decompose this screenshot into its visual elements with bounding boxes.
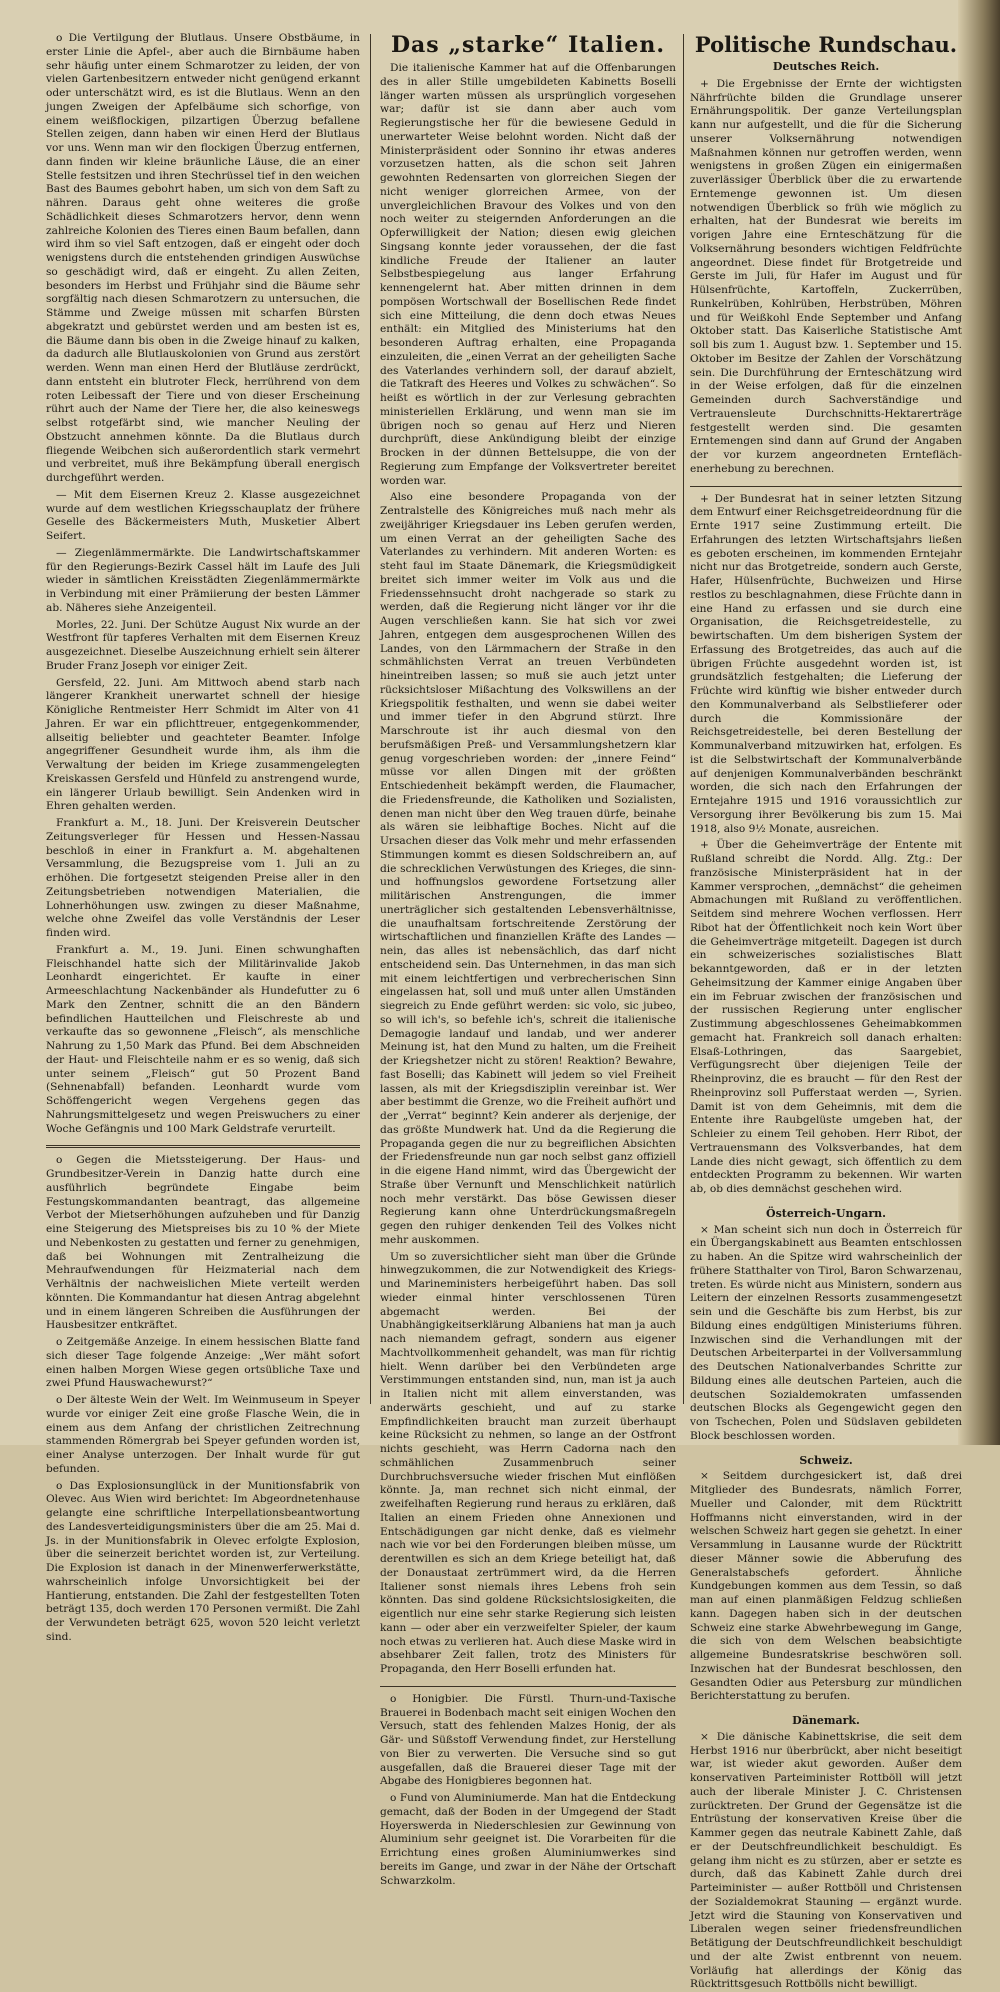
article-eisernes-kreuz: — Mit dem Eisernen Kreuz 2. Klasse ausgezeichnet wurde auf dem westlichen Kriegsschauplatz der frühere Geselle des Bäckermeisters Muth, Musketier Albert Seifert.: [46, 488, 360, 542]
column-divider: [370, 34, 371, 1404]
italien-paragraph-1: Die italienische Kammer hat auf die Offenbarungen des in aller Stille umgebildeten Kabinetts Boselli länger warten müssen als ursprünglich vorgesehen war; dafür ist sie dann aber auch vom Regierungstische her für die bewiesene Geduld in unerwarteter Weise belohnt worden. Nicht daß der Ministerpräsident oder Sonnino ihr etwas anderes vorzusetzen hatten, als die schon seit Jahren gewohnten Redensarten von glorreichen Siegen der nicht weniger glorreichen Armee, von der unvergleichlichen Bravour des Volkes und von den noch weiter zu steigernden Anforderungen an die Opferwilligkeit der Nation; diesen ewig gleichen Singsang konnte jeder voraussehen, der die fast kindliche Freude der Italiener an lauter Selbstbespiegelung aus langer Erfahrung kennengelernt hat. Aber mitten drinnen in dem pompösen Wortschwall der Bosellischen Rede findet sich eine Mitteilung, die denn doch etwas Neues enthält: ein Mitglied des Ministeriums hat den besonderen Auftrag erhalten, eine Propaganda einzuleiten, die „einen Verrat an der geheiligten Sache des Vaterlandes verhindern soll, der darauf abzielt, die Tatkraft des Heeres und Volkes zu schwächen“. So heißt es wörtlich in der zur Verlesung gebrachten ministeriellen Erklärung, und wenn man sie im übrigen noch so genau auf Herz und Nieren durchprüft, diese Ankündigung bleibt der einzige Brocken in der dünnen Bettelsuppe, die von der Regierung zum Empfange der Volksvertreter bereitet worden war.: [380, 62, 676, 487]
section-oesterreich-ungarn: Österreich-Ungarn.: [766, 1206, 886, 1220]
headline-politische-rundschau: Politische Rundschau.: [694, 32, 958, 57]
article-morles: Morles, 22. Juni. Der Schütze August Nix wurde an der Westfront für tapferes Verhalten mit dem Eisernen Kreuz ausgezeichnet. Dieselbe Auszeichnung erhielt sein älterer Bruder Franz Joseph vor einiger Zeit.: [46, 618, 360, 672]
article-explosionsunglueck: o Das Explosionsunglück in der Munitionsfabrik von Olevec. Aus Wien wird berichtet: Im Abgeordnetenhause gelangte eine schriftliche Interpellationsbeantwortung des Landesverteidigungsministers über die am 25. Mai d. Js. in der Munitionsfabrik in Olevec erfolgte Explosion, über die seinerzeit berichtet worden ist, zur Verteilung. Die Explosion ist danach in der Minenwerferwerkstätte, wahrscheinlich infolge Unvorsichtigkeit bei der Hantierung, entstanden. Die Zahl der festgestellten Toten beträgt 135, doch werden 170 Personen vermißt. Die Zahl der Verwundeten beträgt 625, wovon 520 leicht verletzt sind.: [46, 1479, 360, 1643]
section-divider: [690, 486, 962, 487]
article-aluminiumerde: o Fund von Aluminiumerde. Man hat die Entdeckung gemacht, daß der Boden in der Umgegend der Stadt Hoyerswerda in Niederschlesien zur Gewinnung von Aluminium sehr geeignet ist. Die Vorarbeiten für die Errichtung eines großen Aluminiumwerkes sind bereits im Gange, und zwar in der Nähe der Ortschaft Schwarzkolm.: [380, 1792, 676, 1887]
article-mietssteigerung: o Gegen die Mietssteigerung. Der Haus- und Grundbesitzer-Verein in Danzig hatte durch eine ausführlich begründete Eingabe beim Festungskommandanten beantragt, das allgemeine Verbot der Mietserhöhungen aufzuheben und für Danzig eine Steigerung des Mietspreises bis zu 10 % der Miete und Nebenkosten zu gestatten und ferner zu genehmigen, daß bei Wohnungen mit Zentralheizung die Mehraufwendungen für Heizmaterial nach dem Verhältnis der nachweislichen Miete verteilt werden könnten. Die Kommandantur hat diesen Antrag abgelehnt und in einem längeren Schreiben die Ausführungen der Hausbesitzer entkräftet.: [46, 1154, 360, 1332]
article-bundesrat-schweiz: × Seitdem durchgesickert ist, daß drei Mitglieder des Bundesrats, nämlich Forrer, Mueller und Calonder, mit dem Rücktritt Hoffmanns nicht einverstanden, wird in der welschen Schweiz hart gegen sie gehetzt. In einer Versammlung in Lausanne wurde der Rücktritt dieser Männer sowie die Abberufung des Generalstabschefs gefordert. Ähnliche Kundgebungen kommen aus dem Tessin, so daß man auf einen planmäßigen Feldzug schließen kann. Dagegen haben sich in der deutschen Schweiz eine starke Abwehrbewegung im Gange, die sich von dem Welschen beabsichtigte allgemeine Bundesratskrise beschwören soll. Inzwischen hat der Bundesrat beschlossen, den Gesandten Odier aus Petersburg zur mündlichen Berichterstattung zu berufen.: [690, 1470, 962, 1703]
article-zeitgemaesse-anzeige: o Zeitgemäße Anzeige. In einem hessischen Blatte fand sich dieser Tage folgende Anzeige: „Wer mäht sofort einen halben Morgen Wiese gegen ortsübliche Taxe und zwei Pfund Hauswachewurst?“: [46, 1336, 360, 1390]
article-kabinettskrise: × Die dänische Kabinettskrise, die seit dem Herbst 1916 nur überbrückt, aber nicht beseitigt war, ist wieder akut geworden. Außer dem konservativen Parteiminister Rottböll will jetzt auch der liberale Minister J. C. Christensen zurücktreten. Der Grund der Gegensätze ist die Entrüstung der konservativen Kreise über die Kammer gegen das neutrale Kabinett Zahle, daß er der Deutschfreundlichkeit beschuldigt. Es gelang ihm nicht es zu stürzen, aber er setzte es durch, daß das Kabinett Zahle durch drei Parteiminister — außer Rottböll und Christensen der Sozialdemokrat Stauning — ergänzt wurde. Jetzt wird die Stauning von Konservativen und Liberalen wegen seiner friedensfreundlichen Betätigung der Deutschfreundlichkeit beschuldigt und der alte Zwist entbrennt von neuem. Vorläufig hat allerdings der König das Rücktrittsgesuch Rottbölls nicht bewilligt.: [690, 1730, 962, 1991]
italien-paragraph-2: Also eine besondere Propaganda von der Zentralstelle des Königreiches muß nach mehr als zweijähriger Kriegsdauer ins Leben gerufen werden, um einen Verrat an der geheiligten Sache des Vaterlandes zu verhindern. Mit anderen Worten: es steht faul im Staate Dänemark, die Kriegsmüdigkeit breitet sich immer weiter im Volk aus und die Friedenssehnsucht droht nachgerade so stark zu werden, daß die Regierung nicht länger vor ihr die Augen verschließen kann. Sie hat sich vor zwei Jahren, entgegen dem ausgesprochenen Willen des Landes, von den Lärmmachern der Straße in den schmählichsten Verrat an treuen Verbündeten hineintreiben lassen; so muß sie auch jetzt unter rücksichtsloser Mißachtung des Volkswillens an der Kriegspolitik festhalten, und wenn sie dabei weiter und immer tiefer in den Abgrund stürzt. Ihre Marschroute ist ihr auch diesmal von den berufsmäßigen Preß- und Versammlungshetzern klar genug vorgeschrieben worden: der „innere Feind“ müsse vor allen Dingen mit der größten Entschiedenheit bekämpft werden, die Flaumacher, die Friedensfreunde, die Katholiken und Sozialisten, denen man nicht über den Weg trauen dürfe, beinahe als wären sie leibhaftige Boches. Nicht auf die Ursachen dieser das Volk mehr und mehr erfassenden Stimmungen kommt es diesen Soldschreibern an, auf die schrecklichen Verwüstungen des Krieges, die sinn- und hoffnungslos gewordene Fortsetzung aller militärischen Anstrengungen, die immer unerträglicher sich gestaltenden Lebensverhältnisse, die unaufhaltsam fortschreitende Zerstörung der wirtschaftlichen und finanziellen Kräfte des Landes — nein, das alles ist nebensächlich, das darf nicht entscheidend sein. Das Unternehmen, in das man sich mit einem leichtfertigen und verbrecherischen Sinn eingelassen hat, soll und muß unter allen Umständen siegreich zu Ende geführt werden: sic volo, sic jubeo, so will ich's, so befehle ich's, schreit die italienische Demagogie landauf und landab, und wer anderer Meinung ist, hat den Mund zu halten, um die Freiheit der Kriegshetzer nicht zu stören! Reaktion? Bewahre, fast Boselli; das Kabinett will jedem so viel Freiheit lassen, als mit der Kriegsdisziplin vereinbar ist. Wer aber bestimmt die Grenze, wo die Freiheit aufhört und der „Verrat“ beginnt? Kein anderer als derjenige, der das größte Mundwerk hat. Und da die Regierung die Propaganda gegen die nur zu begreiflichen Absichten der Friedensfreunde nun gar noch selbst ganz offiziell in die eigene Hand nimmt, wird das Übergewicht der Straße über Vernunft und Menschlichkeit natürlich noch mehr verstärkt. Das böse Gewissen dieser Regierung kann ohne Unterdrückungsmaßregeln gegen den ruhiger denkenden Teil des Volkes nicht mehr auskommen.: [380, 491, 676, 1246]
section-schweiz: Schweiz.: [799, 1453, 853, 1467]
article-geheimvertraege: + Über die Geheimverträge der Entente mit Rußland schreibt die Nordd. Allg. Ztg.: Der französische Ministerpräsident hat in der Kammer versprochen, „demnächst“ die geheimen Abmachungen mit Rußland zu veröffentlichen. Seitdem sind mehrere Wochen verflossen. Herr Ribot hat der Öffentlichkeit noch kein Wort über die Geheimverträge mitgeteilt. Dagegen ist durch ein schweizerisches sozialistisches Blatt bekanntgeworden, daß er in der letzten Geheimsitzung der Kammer einige Angaben über ein im Februar zwischen der französischen und der russischen Regierung unter englischer Zustimmung abgeschlossenes Geheimabkommen gemacht hat. Frankreich soll danach erhalten: Elsaß-Lothringen, das Saargebiet, Verfügungsrecht über diejenigen Teile der Rheinprovinz, die es braucht — für den Rest der Rheinprovinz soll Pufferstaat werden —, Syrien. Damit ist von dem Geheimnis, mit dem die Entente ihre Raubgelüste umgeben hat, der Schleier zu einem Teil gehoben. Herr Ribot, der Vertrauensmann des Volksverbandes, hat dem Lande dies nicht gewagt, sich öffentlich zu dem entdeckten Programm zu bekennen. Wir warten ab, ob dies demnächst geschehen wird.: [690, 839, 962, 1195]
article-frankfurt-fleischhandel: Frankfurt a. M., 19. Juni. Einen schwunghaften Fleischhandel hatte sich der Militärinvalide Jakob Leonhardt eingerichtet. Er kaufte in einer Armeeschlachtung Nackenbänder als Hundefutter zu 6 Mark den Zentner, schnitt die an den Bändern befindlichen Hautteilchen und Fleischreste ab und verkaufte das so gewonnene „Fleisch“, als menschliche Nahrung zu 1,50 Mark das Pfund. Bei dem Abschneiden der Haut- und Fleischteile nahm er es so wenig, daß sich unter seinem „Fleisch“ gut 50 Prozent Band (Sehnenabfall) befanden. Leonhardt wurde vom Schöffengericht wegen Vergehens gegen das Nahrungsmittelgesetz und wegen Preiswuchers zu einer Woche Gefängnis und 100 Mark Geldstrafe verurteilt.: [46, 943, 360, 1135]
article-honigbier: o Honigbier. Die Fürstl. Thurn-und-Taxische Brauerei in Bodenbach macht seit einigen Wochen den Versuch, statt des fehlenden Malzes Honig, der als Gär- und Süßstoff Verwendung findet, zur Herstellung von Bier zu verwerten. Die Versuche sind so gut ausgefallen, daß die Brauerei dieser Tage mit der Abgabe des Honigbieres begonnen hat.: [380, 1692, 676, 1788]
article-ziegenlaemmermaerkte: — Ziegenlämmermärkte. Die Landwirtschaftskammer für den Regierungs-Bezirk Cassel hält im Laufe des Juli wieder in sämtlichen Kreisstädten Ziegenlämmermärkte in Verbindung mit einer Prämiierung der besten Lämmer ab. Näheres siehe Anzeigenteil.: [46, 546, 360, 614]
left-column: [46, 32, 360, 1643]
section-deutsches-reich: Deutsches Reich.: [772, 60, 880, 73]
middle-column: [380, 32, 676, 1887]
article-frankfurt-zeitungsverleger: Frankfurt a. M., 18. Juni. Der Kreisverein Deutscher Zeitungsverleger für Hessen und Hessen-Nassau beschloß in einer in Frankfurt a. M. abgehaltenen Versammlung, die Bezugspreise vom 1. Juli an zu erhöhen. Die fortgesetzt steigenden Preise aller in den Zeitungsbetrieben notwendigen Materialien, die Lohnerhöhungen usw. zwingen zu dieser Maßnahme, welche ohne Zweifel das volle Verständnis der Leser finden wird.: [46, 817, 360, 939]
section-divider: [380, 1686, 676, 1687]
headline-starke-italien: Das „starke“ Italien.: [390, 32, 666, 58]
article-aeltester-wein: o Der älteste Wein der Welt. Im Weinmuseum in Speyer wurde vor einiger Zeit eine große Flasche Wein, die in einem aus dem Anfang der christlichen Zeitrechnung stammenden Römergrab bei Speyer gefunden worden ist, einer Analyse unterzogen. Der Inhalt wurde für gut befunden.: [46, 1394, 360, 1475]
article-ernteschaetzung: + Die Ergebnisse der Ernte der wichtigsten Nährfrüchte bilden die Grundlage unserer Ernährungspolitik. Der ganze Verteilungsplan kann nur aufgestellt, und die für die Sicherung unserer Volksernährung notwendigen Maßnahmen können nur getroffen werden, wenn wenigstens in großen Zügen ein einigermaßen zuverlässiger Überblick über die zu erwartende Erntemenge gewonnen ist. Um diesen notwendigen Überblick so früh wie möglich zu erhalten, hat der Bundesrat wie bereits im vorigen Jahre eine Ernteschätzung für die Volksernährung besonders wichtigen Feldfrüchte angeordnet. Diese findet für Brotgetreide und Gerste im Juli, für Hafer im August und für Hülsenfrüchte, Kartoffeln, Zuckerrüben, Runkelrüben, Kohlrüben, Herbstrüben, Möhren und für Weißkohl Ende September und Anfang Oktober statt. Das Kaiserliche Statistische Amt soll bis zum 1. August bzw. 1. September und 15. Oktober im Besitze der Zahlen der Vorschätzung sein. Die Durchführung der Ernteschätzung wird in der Weise erfolgen, daß für die einzelnen Gemeinden durch Sachverständige und Vertrauensleute Durchschnitts-Hektarerträge festgestellt werden sind. Die gesamten Erntemengen sind dann auf Grund der Angaben der vor kurzem angeordneten Ernteflächenerhebung zu berechnen.: [690, 77, 962, 475]
right-column: [690, 32, 962, 1991]
section-daenemark: Dänemark.: [792, 1714, 860, 1727]
column-divider: [683, 34, 684, 1404]
page-spine-shadow: [958, 0, 1000, 1445]
italien-paragraph-3: Um so zuversichtlicher sieht man über die Gründe hinwegzukommen, die zur Notwendigkeit des Kriegs- und Marineministers herbeigeführt haben. Das soll wieder einmal hinter verschlossenen Türen abgemacht werden. Bei der Unabhängigkeitserklärung Albaniens hat man ja auch nach niemandem gefragt, sondern aus eigener Machtvollkommenheit gehandelt, was man für richtig hielt. Wenn darüber bei den Verbündeten arge Verstimmungen entstanden sind, nun, man ist ja auch in Italien nicht mit allem einverstanden, was anderwärts geschieht, und auf zu starke Empfindlichkeiten braucht man zurzeit überhaupt keine Rücksicht zu nehmen, so lange an der Ostfront nichts geschieht, was Herrn Cadorna nach den schmählichen Zusammenbruch seiner Durchbruchsversuche wieder frischen Mut einflößen könnte. Ja, man rechnet sich nicht einmal, der zweifelhaften Regierung rund heraus zu erklären, daß Italien an einem Frieden ohne Annexionen und Entschädigungen gar nicht denke, daß es vielmehr nach wie vor bei den Forderungen bleiben müsse, um derentwillen es sich an dem Kriege beteiligt hat, daß der Donaustaat zertrümmert wird, da die Herren Italiener sonst niemals ihres Lebens froh sein könnten. Das sind goldene Rücksichtslosigkeiten, die eigentlich nur eine sehr starke Regierung sich leisten kann — oder aber ein verzweifelter Spieler, der kaum noch etwas zu verlieren hat. Auch diese Maske wird in absehbarer Zeit fallen, trotz des Ministers für Propaganda, den Herr Boselli erfunden hat.: [380, 1250, 676, 1675]
article-reichsgetreideordnung: + Der Bundesrat hat in seiner letzten Sitzung dem Entwurf einer Reichsgetreideordnung für die Ernte 1917 seine Zustimmung erteilt. Die Erfahrungen des letzten Wirtschaftsjahrs ließen es geboten erscheinen, im kommenden Erntejahr nicht nur das Brotgetreide, sondern auch Gerste, Hafer, Hülsenfrüchte, Buchweizen und Hirse restlos zu beschlagnahmen, diese Früchte dann in eine Hand zu erfassen und sie durch eine Organisation, die Reichsgetreidestelle, zu bewirtschaften. Um dem bisherigen System der Erfassung des Brotgetreides, das auch auf die übrigen Früchte ausgedehnt worden ist, ist grundsätzlich festgehalten; die Lieferung der Früchte wird künftig wie bisher entweder durch den Kommunalverband als Selbstlieferer oder durch die Kommissionäre der Reichsgetreidestelle, bei deren Bestellung der Kommunalverband mitzuwirken hat, erfolgen. Es ist die Selbstwirtschaft der Kommunalverbände auf denjenigen Kommunalverbänden beschränkt worden, die sich nach den Erfahrungen der Erntejahre 1915 und 1916 voraussichtlich zur Versorgung ihrer Bevölkerung bis zum 15. Mai 1918, also 9½ Monate, ausreichen.: [690, 492, 962, 835]
section-divider: [46, 1145, 360, 1148]
article-uebergangskabinett: × Man scheint sich nun doch in Österreich für ein Übergangskabinett aus Beamten entschlossen zu haben. An die Spitze wird wahrscheinlich der frühere Statthalter von Tirol, Baron Schwarzenau, treten. Es würde nicht aus Ministern, sondern aus Leitern der einzelnen Ressorts zusammengesetzt sein und die Geschäfte bis zum Herbst, bis zur Bildung eines endgültigen Ministeriums führen. Inzwischen sind die Verhandlungen mit der Deutschen Arbeiterpartei in der Vollversammlung des Deutschen Nationalverbandes Schritte zur Bildung eines alle deutschen Parteien, auch die deutschen Sozialdemokraten umfassenden deutschen Blocks als Gegengewicht gegen den von Tschechen, Polen und Südslaven gebildeten Block beschlossen worden.: [690, 1223, 962, 1442]
article-gersfeld: Gersfeld, 22. Juni. Am Mittwoch abend starb nach längerer Krankheit unerwartet schnell der hiesige Königliche Rentmeister Herr Schmidt im Alter von 41 Jahren. Er war ein pflichttreuer, entgegenkommender, allseitig beliebter und geachteter Beamter. Infolge angegriffener Gesundheit wurde ihm, als ihm die Verwaltung der beiden im Kriege zusammengelegten Kreiskassen Gersfeld und Hünfeld zu anstrengend wurde, ein längerer Urlaub bewilligt. Sein Andenken wird in Ehren gehalten werden.: [46, 676, 360, 813]
article-blutlaus: o Die Vertilgung der Blutlaus. Unsere Obstbäume, in erster Linie die Apfel-, aber auch die Birnbäume haben sehr häufig unter einem Schmarotzer zu leiden, der von vielen Gartenbesitzern entweder nicht genügend erkannt oder unterschätzt wird, es ist die Blutlaus. Wenn an den jungen Zweigen der Apfelbäume sich schorfige, von einem weißflockigen, pilzartigen Überzug befallene Stellen zeigen, dann haben wir einen Herd der Blutlaus vor uns. Wenn man wir den flockigen Überzug entfernen, dann finden wir kleine bräunliche Läuse, die an einer Stelle festsitzen und ihren Stechrüssel tief in den weichen Bast des Baumes gebohrt haben, um sich von dem Saft zu nähren. Daraus geht ohne weiteres die große Schädlichkeit dieses Schmarotzers hervor, denn wenn zahlreiche Kolonien des Tieres einen Baum befallen, dann wird ihm so viel Saft entzogen, daß er eingeht oder doch wenigstens durch die entstehenden grindigen Auswüchse so geschädigt wird, daß er eingeht. Zu allen Zeiten, besonders im Herbst und Frühjahr sind die Bäume sehr sorgfältig nach diesen Schmarotzern zu untersuchen, die Stämme und Zweige müssen mit scharfen Bürsten abgekratzt und gebürstet werden und am besten ist es, die Bäume dann bis oben in die Zweige hinauf zu kalken, da dadurch alle Blutlauskolonien von Grund aus zerstört werden. Wenn man einen Herd der Blutläuse zerdrückt, dann entsteht ein blutroter Fleck, herrührend von dem roten Leibessaft der Tiere und von dieser Erscheinung rührt auch der Name der Tiere her, die also keineswegs selbst rotgefärbt sind, wie mancher Neuling der Obstzucht annehmen könnte. Da die Blutlaus durch fliegende Weibchen sich außerordentlich stark vermehrt und verbreitet, muß ihre Bekämpfung überall energisch durchgeführt werden.: [46, 32, 360, 484]
